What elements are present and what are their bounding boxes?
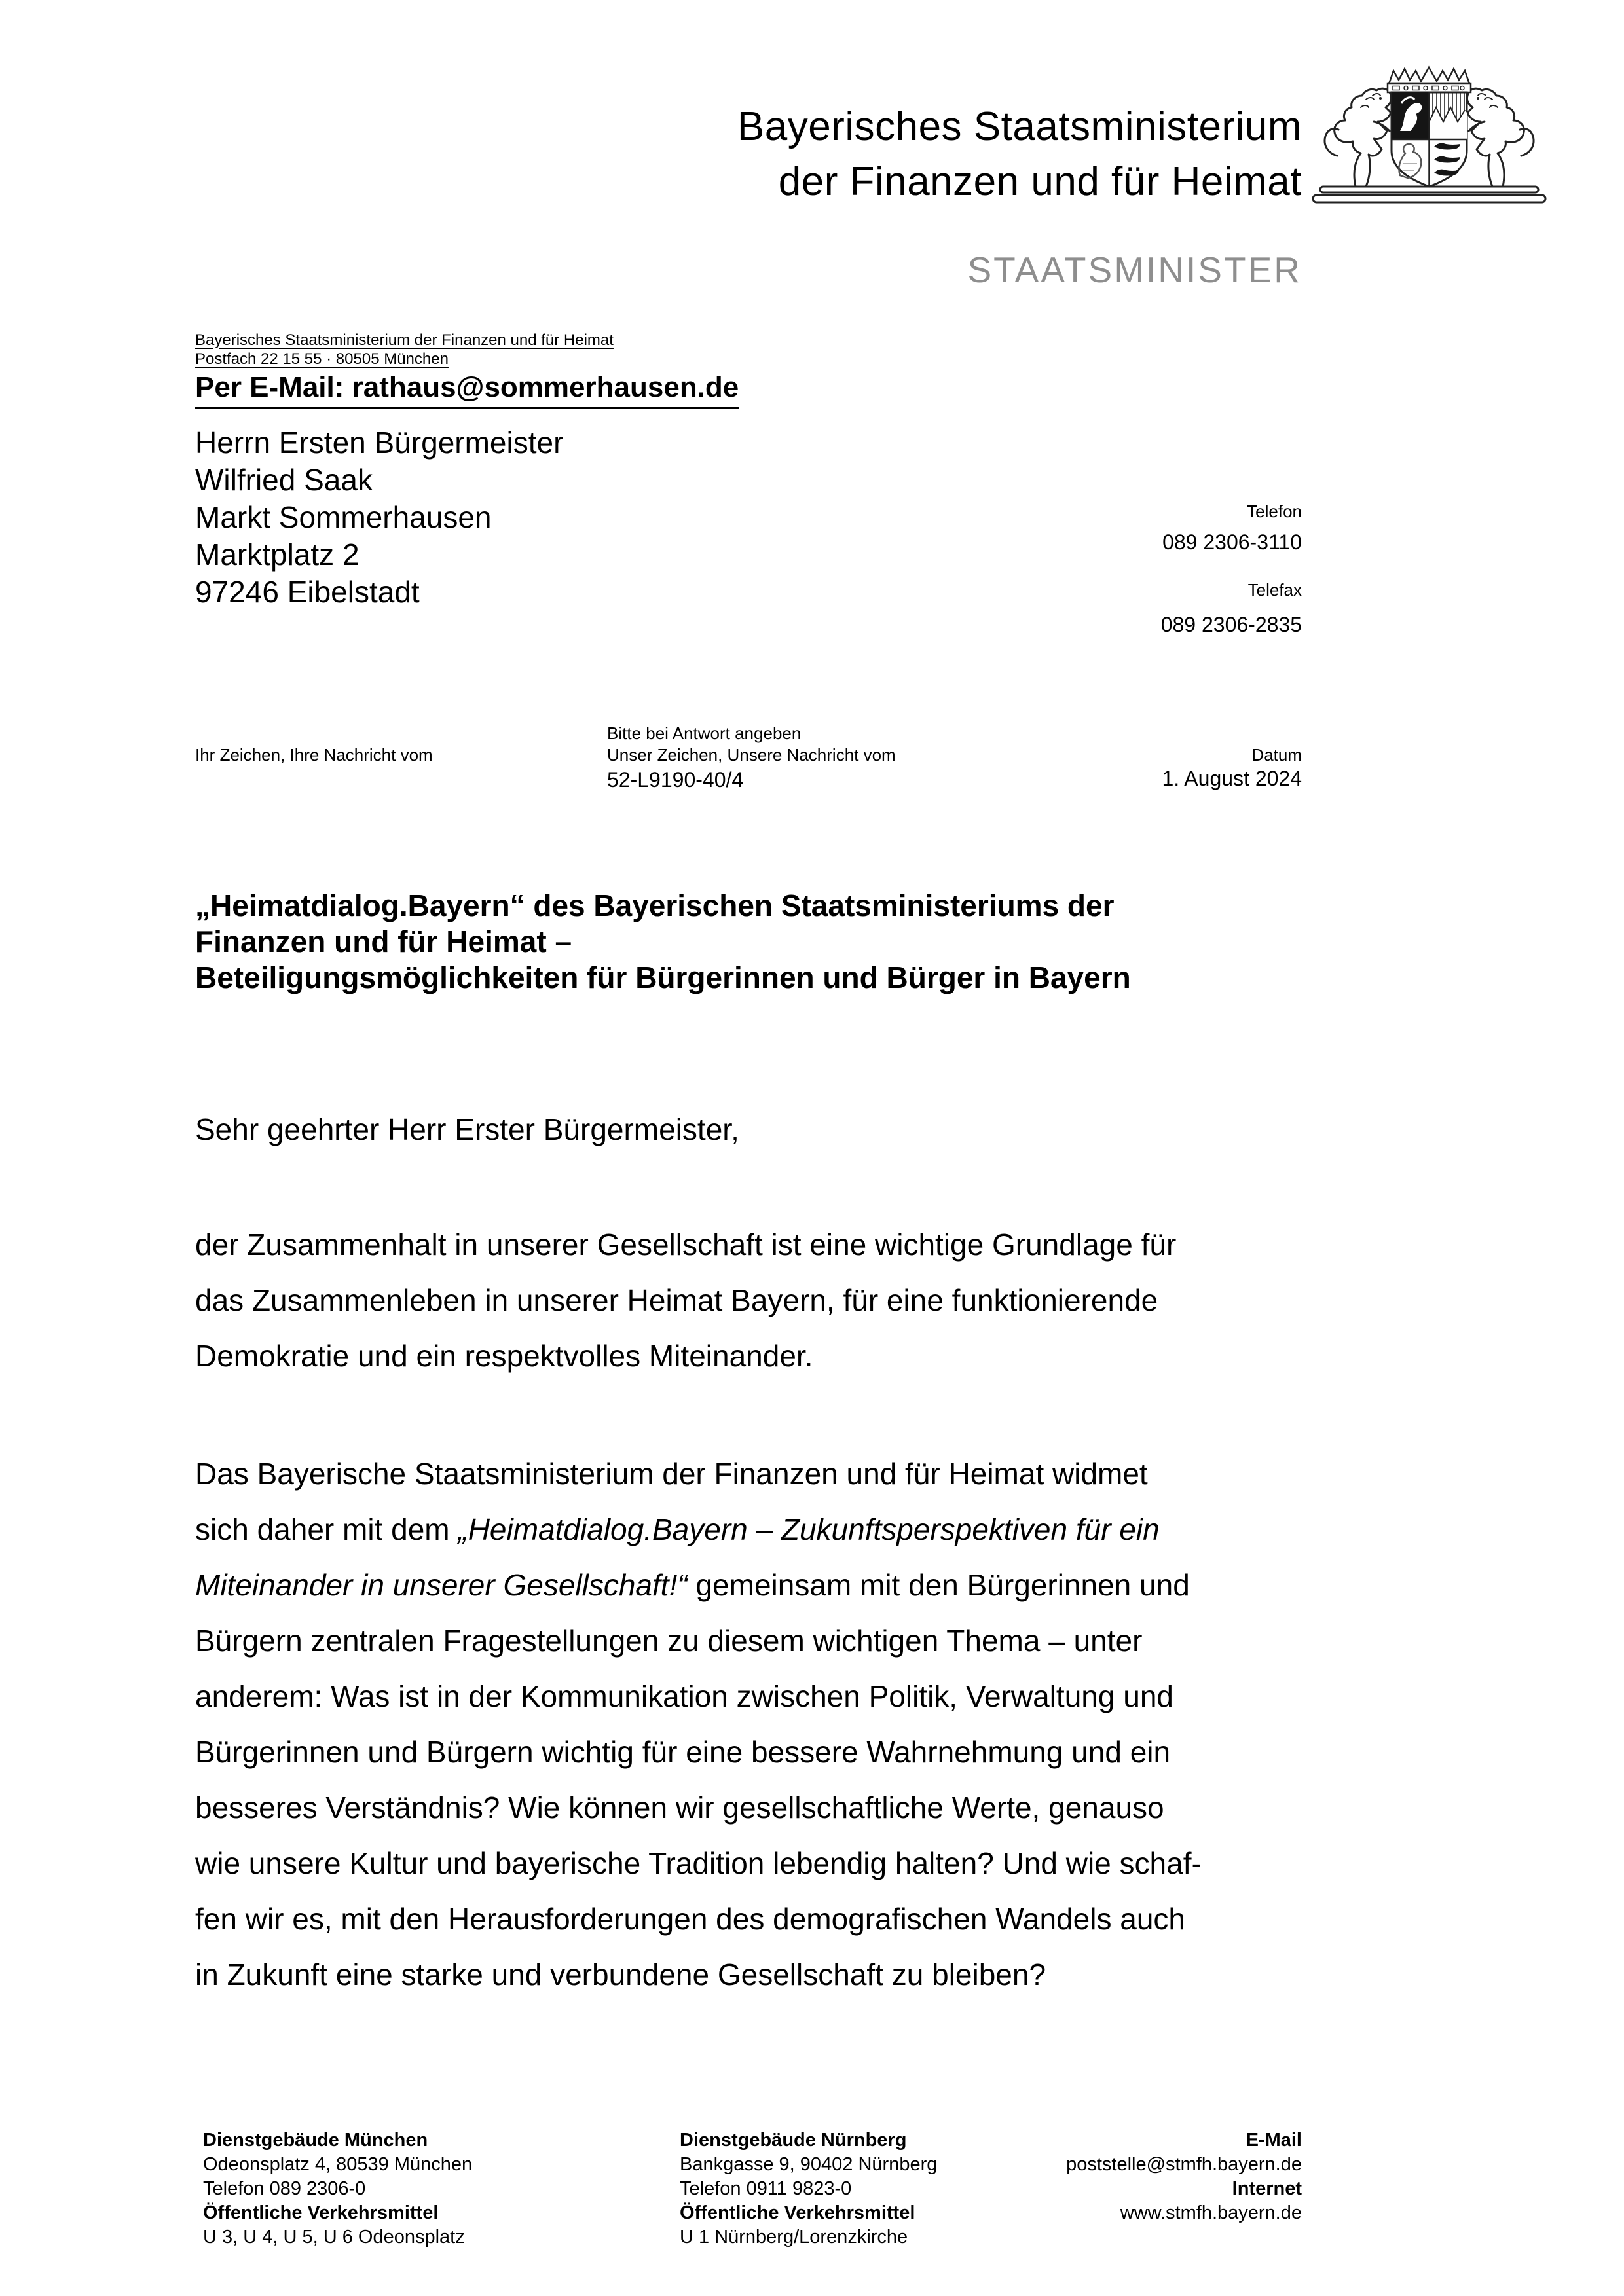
date-value: 1. August 2024: [1162, 767, 1302, 790]
body-line: besseres Verständnis? Wie können wir gesellschaftliche Werte, genauso: [195, 1791, 1164, 1825]
subject: [195, 888, 1131, 996]
body-line: anderem: Was ist in der Kommunikation zwischen Politik, Verwaltung und: [195, 1679, 1173, 1713]
recipient-address: [195, 424, 563, 611]
body-line: Bürgerinnen und Bürgern wichtig für eine bessere Wahrnehmung und ein: [195, 1735, 1171, 1769]
body-line: Bürgern zentralen Fragestellungen zu diesem wichtigen Thema – unter: [195, 1624, 1143, 1658]
ministry-name-line1: Bayerisches Staatsministerium: [737, 104, 1302, 149]
body-paragraph-2: [195, 1446, 1202, 2003]
ministry-name: [737, 100, 1302, 210]
footer-munich-address: Odeonsplatz 4, 80539 München: [203, 2154, 473, 2175]
subject-line: Beteiligungsmöglichkeiten für Bürgerinnen und Bürger in Bayern: [195, 960, 1131, 994]
body-line: in Zukunft eine starke und verbundene Gesellschaft zu bleiben?: [195, 1958, 1046, 1992]
subject-line: „Heimatdialog.Bayern“ des Bayerischen Staatsministeriums der: [195, 888, 1115, 922]
fax-number: 089 2306-2835: [1160, 613, 1302, 636]
fax-label: Telefax: [1247, 580, 1302, 600]
salutation: Sehr geehrter Herr Erster Bürgermeister,: [195, 1112, 739, 1146]
footer-internet-label: Internet: [1232, 2178, 1302, 2199]
phone-label: Telefon: [1247, 501, 1302, 521]
footer-munich-title: Dienstgebäude München: [203, 2130, 428, 2151]
recipient-line: 97246 Eibelstadt: [195, 575, 420, 609]
our-reference-label: Unser Zeichen, Unsere Nachricht vom: [607, 745, 896, 765]
recipient-line: Markt Sommerhausen: [195, 500, 492, 534]
footer-nuremberg-address: Bankgasse 9, 90402 Nürnberg: [680, 2154, 938, 2175]
reply-note: Bitte bei Antwort angeben: [607, 723, 802, 743]
bavaria-coat-of-arms-icon: [1310, 58, 1549, 211]
footer-nuremberg-transit-title: Öffentliche Verkehrsmittel: [680, 2202, 915, 2223]
footer-munich-transit: U 3, U 4, U 5, U 6 Odeonsplatz: [203, 2227, 465, 2248]
our-reference-value: 52-L9190-40/4: [607, 768, 744, 792]
body-line: das Zusammenleben in unserer Heimat Bayern, für eine funktionierende: [195, 1283, 1158, 1317]
footer-online-contact: [1066, 2128, 1302, 2225]
footer-munich-office: [203, 2128, 472, 2250]
phone-number: 089 2306-3110: [1162, 530, 1302, 554]
footer-munich-transit-title: Öffentliche Verkehrsmittel: [203, 2202, 439, 2223]
footer-nuremberg-title: Dienstgebäude Nürnberg: [680, 2130, 907, 2151]
footer-nuremberg-office: [680, 2128, 937, 2250]
minister-role-label: STAATSMINISTER: [967, 249, 1302, 290]
recipient-line: Herrn Ersten Bürgermeister: [195, 426, 564, 460]
subject-line: Finanzen und für Heimat –: [195, 924, 572, 958]
sender-return-address: [195, 331, 614, 369]
body-line: der Zusammenhalt in unserer Gesellschaft ist eine wichtige Grundlage für: [195, 1228, 1177, 1262]
footer-nuremberg-phone: Telefon 0911 9823-0: [680, 2178, 852, 2199]
body-line: fen wir es, mit den Herausforderungen des demografischen Wandels auch: [195, 1902, 1186, 1936]
footer-email-label: E-Mail: [1246, 2130, 1302, 2151]
body-line: Das Bayerische Staatsministerium der Finanzen und für Heimat widmet: [195, 1457, 1148, 1491]
recipient-line: Marktplatz 2: [195, 538, 360, 572]
recipient-line: Wilfried Saak: [195, 463, 373, 497]
footer-internet-value: www.stmfh.bayern.de: [1120, 2202, 1302, 2223]
body-line: wie unsere Kultur und bayerische Tradition lebendig halten? Und wie schaf-: [195, 1846, 1202, 1880]
your-reference-label: Ihr Zeichen, Ihre Nachricht vom: [195, 745, 433, 765]
footer-munich-phone: Telefon 089 2306-0: [203, 2178, 366, 2199]
sender-return-line1: Bayerisches Staatsministerium der Finanzen und für Heimat: [195, 331, 614, 349]
sender-return-line2: Postfach 22 15 55 · 80505 München: [195, 350, 449, 368]
body-paragraph-1: [195, 1217, 1176, 1384]
body-line: Demokratie und ein respektvolles Miteinander.: [195, 1339, 813, 1373]
ministry-name-line2: der Finanzen und für Heimat: [778, 159, 1302, 204]
footer-email-value: poststelle@stmfh.bayern.de: [1066, 2154, 1302, 2175]
body-line: Miteinander in unserer Gesellschaft!“ gemeinsam mit den Bürgerinnen und: [195, 1568, 1190, 1602]
body-line: sich daher mit dem „Heimatdialog.Bayern – Zukunftsperspektiven für ein: [195, 1512, 1160, 1546]
date-label: Datum: [1251, 745, 1302, 765]
delivery-method: Per E-Mail: rathaus@sommerhausen.de: [195, 371, 739, 409]
footer-nuremberg-transit: U 1 Nürnberg/Lorenzkirche: [680, 2227, 908, 2248]
